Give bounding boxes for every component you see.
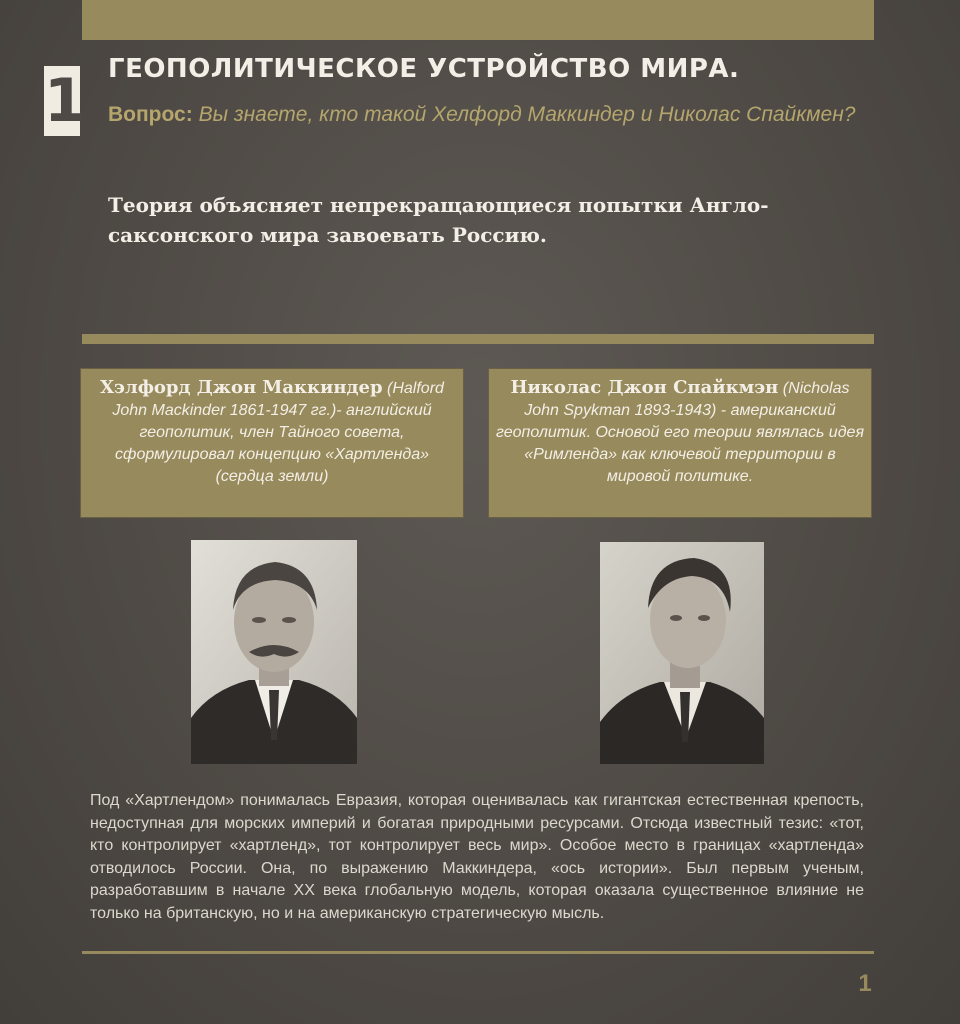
mackinder-bio-box bbox=[80, 368, 464, 518]
question-text: Вы знаете, кто такой Хелфорд Маккиндер и Николас Спайкмен? bbox=[192, 103, 856, 126]
bottom-divider-line bbox=[82, 951, 874, 954]
page-title: ГЕОПОЛИТИЧЕСКОЕ УСТРОЙСТВО МИРА. bbox=[108, 54, 740, 84]
question-label: Вопрос: bbox=[108, 103, 193, 126]
spykman-portrait-image bbox=[600, 542, 764, 764]
question-block bbox=[108, 101, 858, 128]
slide-number-badge: 1 bbox=[44, 66, 86, 136]
mackinder-bio-text: (Halford John Mackinder 1861-1947 гг.)- английский геополитик, член Тайного совета, сформулировал концепцию «Хартленда» (сердца земли) bbox=[112, 380, 444, 485]
mackinder-name: Хэлфорд Джон Маккиндер bbox=[100, 377, 383, 398]
spykman-name: Николас Джон Спайкмэн bbox=[510, 377, 779, 398]
heartland-description: Под «Хартлендом» понималась Евразия, которая оценивалась как гигантская естественная крепость, недоступная для морских империй и богатая природными ресурсами. Отсюда известный тезис: «тот, кто контролирует «хартленд», тот контролирует весь мир». Особое место в границах «хартленда» отводилось России. Она, по выражению Маккиндера, «ось истории». Был первым ученым, разработавшим в начале XX века глобальную модель, которая оказала существенное влияние не только на британскую, но и на американскую стратегическую мысль. bbox=[90, 792, 864, 922]
spykman-portrait bbox=[600, 542, 764, 764]
mackinder-portrait bbox=[191, 540, 357, 764]
theory-statement: Теория объясняет непрекращающиеся попытки Англо-саксонского мира завоевать Россию. bbox=[108, 193, 769, 247]
spykman-bio-text: (Nicholas John Spykman 1893-1943) - американский геополитик. Основой его теории являлась идея «Римленда» как ключевой территории в мировой политике. bbox=[496, 380, 864, 485]
mackinder-portrait-image bbox=[191, 540, 357, 764]
section-divider-bar bbox=[82, 334, 874, 344]
page-number: 1 bbox=[858, 970, 872, 997]
top-accent-bar bbox=[82, 0, 874, 40]
spykman-bio-box bbox=[488, 368, 872, 518]
